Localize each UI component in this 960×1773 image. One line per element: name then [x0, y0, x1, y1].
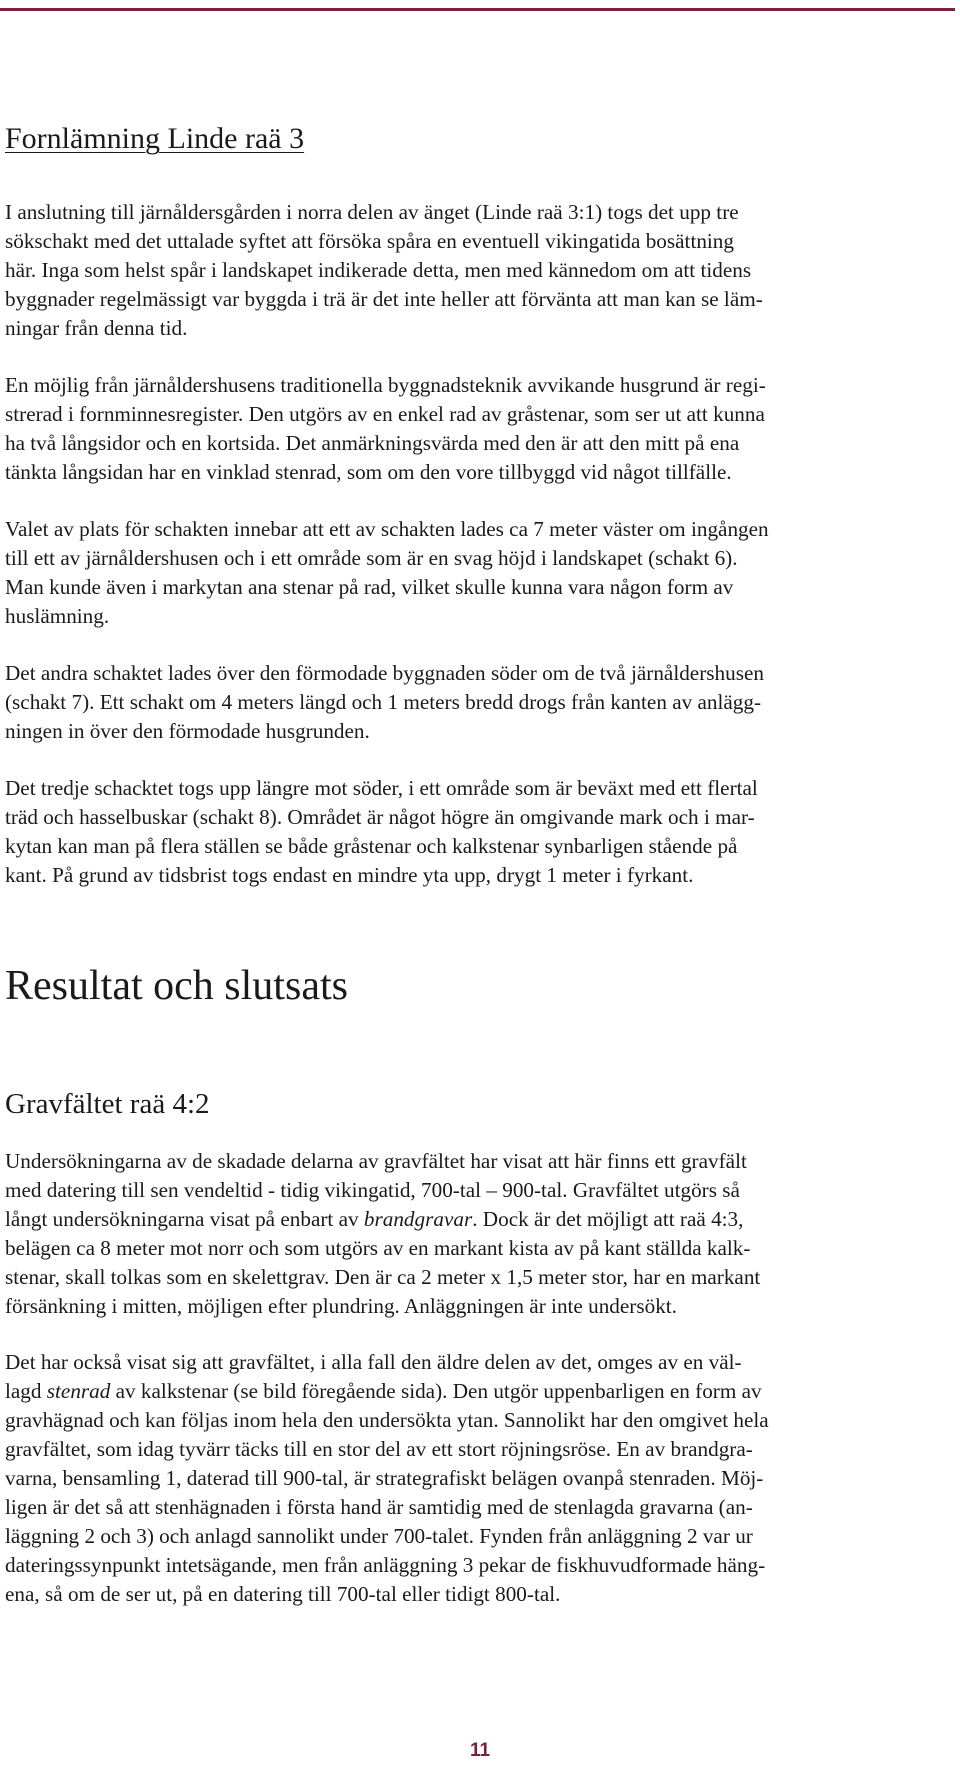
paragraph-4 [5, 659, 950, 746]
text-segment: . Dock är det möjligt att raä 4:3, [472, 1207, 744, 1231]
paragraph-5 [5, 774, 950, 890]
text-line: Valet av plats för schakten innebar att ett av schakten lades ca 7 meter väster om ingången [5, 517, 769, 541]
text-line: träd och hasselbuskar (schakt 8). Området är något högre än omgivande mark och i mar- [5, 805, 755, 829]
text-line: ningen in över den förmodade husgrunden. [5, 719, 370, 743]
heading-gravfaltet: Gravfältet raä 4:2 [5, 1088, 210, 1120]
paragraph-7 [5, 1348, 950, 1609]
text-segment: av kalkstenar (se bild föregående sida). Den utgör uppenbarligen en form av [110, 1379, 762, 1403]
top-rule [0, 8, 955, 11]
heading-fornlamning: Fornlämning Linde raä 3 [5, 122, 305, 155]
text-line: kytan kan man på flera ställen se både gråstenar och kalkstenar synbarligen stående på [5, 834, 738, 858]
italic-term: stenrad [46, 1379, 111, 1403]
text-line: byggnader regelmässigt var byggda i trä är det inte heller att förvänta att man kan se läm- [5, 287, 763, 311]
text-line [5, 1205, 950, 1234]
text-line: strerad i fornminnesregister. Den utgörs av en enkel rad av gråstenar, som ser ut att kunna [5, 402, 765, 426]
text-line: Man kunde även i markytan ana stenar på rad, vilket skulle kunna vara någon form av [5, 575, 734, 599]
text-line: Det tredje schacktet togs upp längre mot söder, i ett område som är beväxt med ett flertal [5, 776, 758, 800]
text-line: med datering till sen vendeltid - tidig vikingatid, 700-tal – 900-tal. Gravfältet utgörs så [5, 1178, 740, 1202]
text-line: I anslutning till järnåldersgården i norra delen av änget (Linde raä 3:1) togs det upp tre [5, 200, 739, 224]
text-line: ligen är det så att stenhägnaden i första hand är samtidig med de stenlagda gravarna (an- [5, 1495, 753, 1519]
text-line: stenar, skall tolkas som en skelettgrav. Den är ca 2 meter x 1,5 meter stor, har en markant [5, 1265, 761, 1289]
text-line: En möjlig från järnåldershusens traditionella byggnadsteknik avvikande husgrund är regi- [5, 373, 766, 397]
italic-term: brandgravar [363, 1207, 473, 1231]
text-line: sökschakt med det uttalade syftet att försöka spåra en eventuell vikingatida bosättning [5, 229, 734, 253]
text-line: ena, så om de ser ut, på en datering till 700-tal eller tidigt 800-tal. [5, 1582, 561, 1606]
text-line: gravfältet, som idag tyvärr täcks till en stor del av ett stort röjningsröse. En av brandgra- [5, 1437, 753, 1461]
text-line: ningar från denna tid. [5, 316, 188, 340]
text-line: läggning 2 och 3) och anlagd sannolikt under 700-talet. Fynden från anläggning 2 var ur [5, 1524, 753, 1548]
text-line: tänkta långsidan har en vinklad stenrad, som om den vore tillbyggd vid något tillfälle. [5, 460, 732, 484]
text-line [5, 1377, 950, 1406]
text-line: här. Inga som helst spår i landskapet indikerade detta, men med kännedom om att tidens [5, 258, 752, 282]
paragraph-1 [5, 198, 950, 343]
text-line: kant. På grund av tidsbrist togs endast en mindre yta upp, drygt 1 meter i fyrkant. [5, 863, 694, 887]
text-line: dateringssynpunkt intetsägande, men från anläggning 3 pekar de fiskhuvudformade häng- [5, 1553, 766, 1577]
text-line: (schakt 7). Ett schakt om 4 meters längd och 1 meters bredd drogs från kanten av anlägg- [5, 690, 762, 714]
text-line: Undersökningarna av de skadade delarna av gravfältet har visat att här finns ett gravfält [5, 1149, 747, 1173]
text-line: Det har också visat sig att gravfältet, i alla fall den äldre delen av det, omges av en väl- [5, 1350, 742, 1374]
text-line: gravhägnad och kan följas inom hela den undersökta ytan. Sannolikt har den omgivet hela [5, 1408, 769, 1432]
text-line: huslämning. [5, 604, 110, 628]
text-line: belägen ca 8 meter mot norr och som utgörs av en markant kista av på kant ställda kalk- [5, 1236, 751, 1260]
text-segment: lagd [5, 1379, 47, 1403]
text-line: till ett av järnåldershusen och i ett område som är en svag höjd i landskapet (schakt 6). [5, 546, 738, 570]
text-line: varna, bensamling 1, daterad till 900-tal, är strategrafiskt belägen ovanpå stenraden. Möj- [5, 1466, 764, 1490]
text-segment: långt undersökningarna visat på enbart av [5, 1207, 364, 1231]
paragraph-3 [5, 515, 950, 631]
text-line: försänkning i mitten, möjligen efter plundring. Anläggningen är inte undersökt. [5, 1294, 677, 1318]
paragraph-2 [5, 371, 950, 487]
paragraph-6 [5, 1147, 950, 1321]
text-line: Det andra schaktet lades över den förmodade byggnaden söder om de två järnåldershusen [5, 661, 764, 685]
page-number: 11 [469, 1740, 491, 1761]
heading-resultat: Resultat och slutsats [5, 963, 348, 1009]
text-line: ha två långsidor och en kortsida. Det anmärkningsvärda med den är att den mitt på ena [5, 431, 740, 455]
